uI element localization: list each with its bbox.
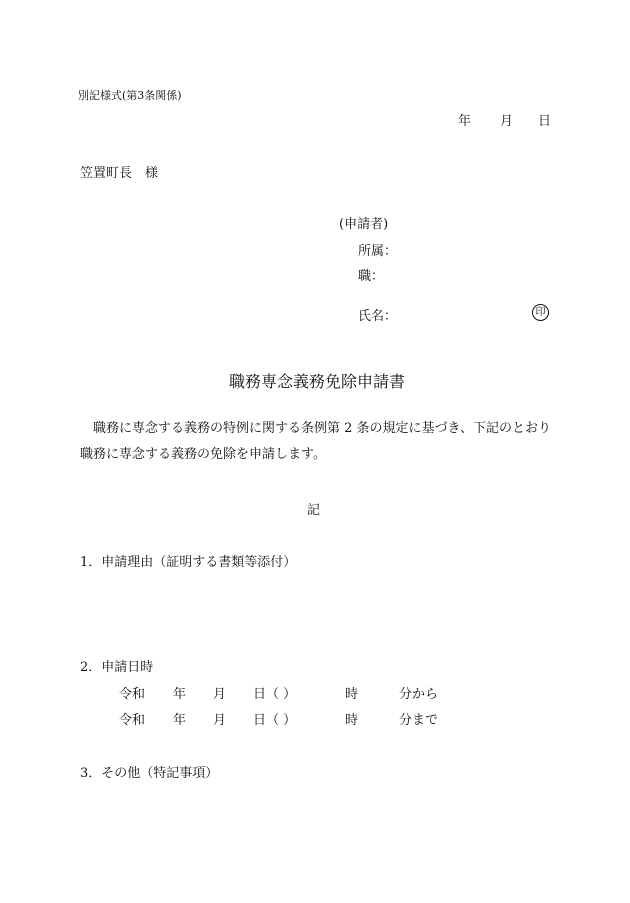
section-3-heading: 3．その他（特記事項） (80, 766, 219, 781)
day-label: 日（ ） (253, 713, 297, 728)
section-1-heading: 1．申請理由（証明する書類等添付） (80, 555, 297, 570)
minute-label: 分から (399, 687, 439, 702)
minute-label: 分まで (399, 713, 439, 728)
era-label: 令和 (119, 713, 146, 728)
hour-label: 時 (345, 713, 359, 728)
date-month-label: 月 (500, 114, 514, 129)
date-year-label: 年 (458, 114, 472, 129)
addressee: 笠置町長 様 (80, 166, 159, 181)
year-label: 年 (173, 713, 187, 728)
form-reference: 別記様式(第3条関係) (78, 89, 182, 102)
name-label: 氏名： (358, 309, 398, 324)
hour-label: 時 (345, 687, 359, 702)
era-label: 令和 (119, 687, 146, 702)
month-label: 月 (213, 687, 227, 702)
affiliation-label: 所属： (358, 244, 398, 259)
document-title: 職務専念義務免除申請書 (229, 372, 406, 391)
date-day-label: 日 (538, 114, 552, 129)
seal-mark: 印 (532, 304, 549, 321)
month-label: 月 (213, 713, 227, 728)
body-paragraph: 職務に専念する義務の特例に関する条例第 2 条の規定に基づき、下記のとおり職務に専念する義務の免除を申請します。 (80, 421, 552, 462)
year-label: 年 (173, 687, 187, 702)
day-label: 日（ ） (253, 687, 297, 702)
position-label: 職： (358, 269, 385, 284)
ki-heading: 記 (307, 503, 321, 518)
applicant-heading: (申請者) (339, 217, 389, 232)
section-2-heading: 2．申請日時 (80, 660, 154, 675)
